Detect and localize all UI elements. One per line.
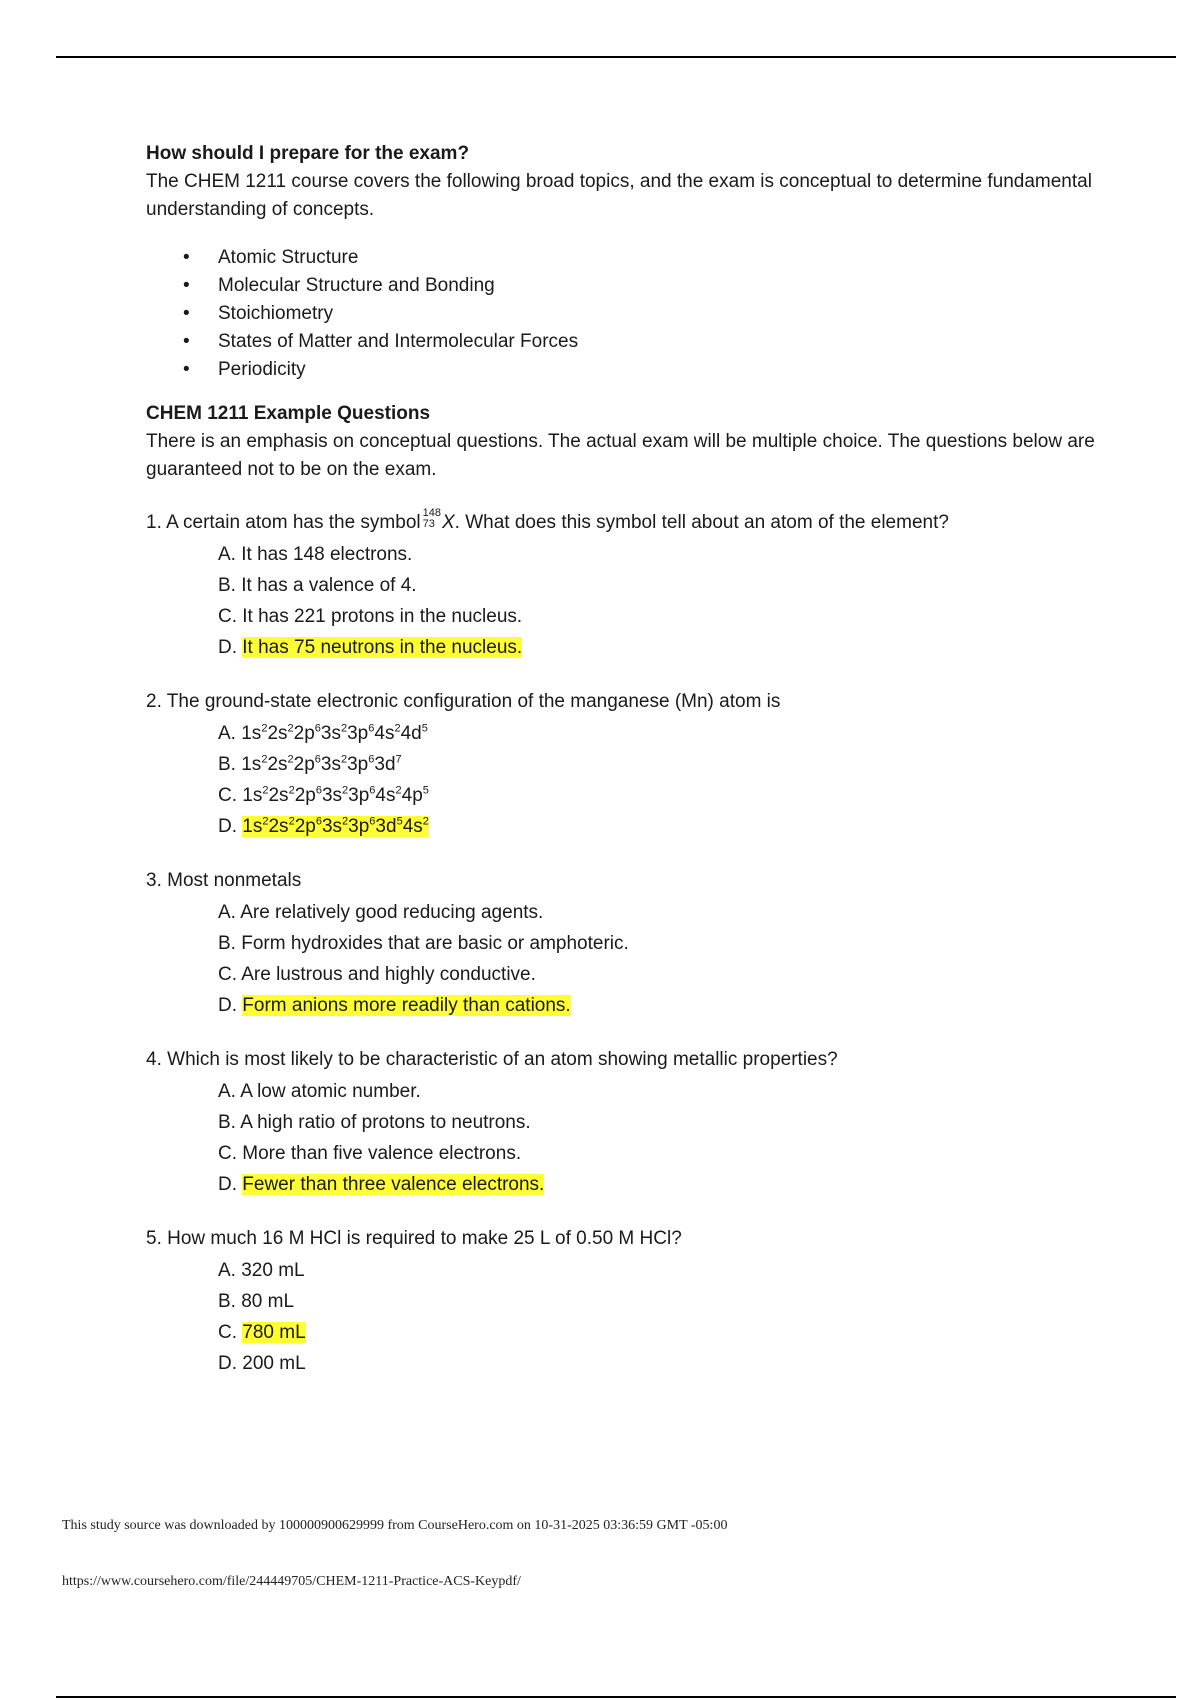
orbital-term: 3d [374,754,396,775]
orbital-occupancy: 2 [262,815,269,828]
question-text: 1. A certain atom has the symbol 148 73 X. What does this symbol tell about an atom of the element? [146,506,949,533]
electron-configuration [241,754,401,775]
electron-configuration [242,785,429,806]
topic-item: • Stoichiometry [146,300,1106,328]
question-text: 3. Most nonmetals [146,870,302,891]
highlighted-answer: 780 mL [242,1322,306,1343]
orbital-occupancy: 2 [340,753,348,766]
orbital-term: 4d [400,723,422,744]
orbital-term: 2s [267,754,288,775]
orbital-term: 4s [402,816,423,837]
orbital-term: 4s [374,723,395,744]
orbital-occupancy: 5 [422,784,429,797]
examples-section [146,400,1106,484]
options-list [218,1076,1106,1200]
option-a: A. Are relatively good reducing agents. [218,902,544,923]
option-a: A. A low atomic number. [218,1081,421,1102]
orbital-term: 3p [348,785,370,806]
question-3 [146,867,1106,1021]
examples-heading: CHEM 1211 Example Questions [146,403,431,424]
orbital-term: 3s [320,723,341,744]
orbital-term: 3s [320,754,341,775]
orbital-occupancy: 6 [369,784,376,797]
orbital-occupancy: 2 [288,784,295,797]
orbital-term: 1s [242,785,263,806]
isotope-notation: 148 73 [422,506,441,530]
intro-paragraph: The CHEM 1211 course covers the following broad topics, and the exam is conceptual to determine fundamental understanding of concepts. [146,171,1092,220]
option-d: D. Form anions more readily than cations. [218,995,571,1016]
orbital-term: 2s [267,723,288,744]
question-1 [146,506,1106,663]
bullet-icon: • [183,275,190,296]
option-a: A. It has 148 electrons. [218,544,413,565]
orbital-term: 3d [375,816,397,837]
source-url-link[interactable]: https://www.coursehero.com/file/244449705/CHEM-1211-Practice-ACS-Keypdf/ [62,1574,521,1589]
option-b: B. A high ratio of protons to neutrons. [218,1112,531,1133]
examples-paragraph: There is an emphasis on conceptual questions. The actual exam will be multiple choice. The questions below are guaranteed not to be on the exam. [146,431,1095,480]
bullet-icon: • [183,331,190,352]
orbital-occupancy: 2 [394,722,401,735]
orbital-term: 1s [241,754,262,775]
orbital-term: 2p [294,785,316,806]
orbital-occupancy: 6 [314,753,321,766]
top-rule [56,56,1176,58]
orbital-occupancy: 7 [395,753,402,766]
orbital-term: 4p [401,785,423,806]
option-c: C. $1s^22s^22p^63s^23p^64s^24p^5$ [218,784,429,806]
orbital-occupancy: 6 [369,815,376,828]
orbital-term: 2s [268,785,289,806]
orbital-term: 1s [241,723,262,744]
orbital-occupancy: 2 [342,815,349,828]
bullet-icon: • [183,303,190,324]
orbital-occupancy: 6 [315,784,322,797]
option-b: B. Form hydroxides that are basic or amphoteric. [218,933,629,954]
option-b: B. It has a valence of 4. [218,575,417,596]
orbital-occupancy: 2 [395,784,402,797]
orbital-term: 3p [348,816,370,837]
orbital-occupancy: 6 [368,722,375,735]
option-d: D. $1s^22s^22p^63s^23p^63d^54s^2$ [218,815,429,837]
orbital-occupancy: 2 [340,722,348,735]
orbital-term: 2p [294,816,316,837]
orbital-term: 3s [321,785,343,806]
option-b: B. $1s^22s^22p^63s^23p^63d^7$ [218,753,402,775]
topic-item: • Atomic Structure [146,244,1106,272]
highlighted-answer: Form anions more readily than cations. [242,995,571,1016]
question-5 [146,1225,1106,1379]
orbital-occupancy: 5 [396,815,403,828]
orbital-occupancy: 2 [288,815,295,828]
question-text: 2. The ground-state electronic configuration of the manganese (Mn) atom is [146,691,781,712]
options-list [218,1255,1106,1379]
orbital-occupancy: 2 [287,722,294,735]
isotope-symbol: X [441,512,455,533]
topic-item: • Periodicity [146,356,1106,384]
orbital-occupancy: 2 [261,722,268,735]
orbital-term: 4s [375,785,396,806]
option-a: A. $1s^22s^22p^63s^23p^64s^24d^5$ [218,722,428,744]
bullet-icon: • [183,359,190,380]
option-b: B. 80 mL [218,1291,295,1312]
option-c: C. Are lustrous and highly conductive. [218,964,536,985]
option-d: D. It has 75 neutrons in the nucleus. [218,637,523,658]
intro-heading: How should I prepare for the exam? [146,143,470,164]
orbital-occupancy: 6 [368,753,375,766]
option-c: C. It has 221 protons in the nucleus. [218,606,523,627]
question-text: 5. How much 16 M HCl is required to make 25 L of 0.50 M HCl? [146,1228,682,1249]
question-text: 4. Which is most likely to be characteristic of an atom showing metallic properties? [146,1049,838,1070]
download-note: This study source was downloaded by 100000900629999 from CourseHero.com on 10-31-2025 03:36:59 GMT -05:00 [62,1518,728,1533]
topic-item: • Molecular Structure and Bonding [146,272,1106,300]
question-2 [146,688,1106,842]
orbital-occupancy: 2 [261,753,268,766]
orbital-occupancy: 2 [287,753,294,766]
orbital-term: 2p [293,754,315,775]
option-a: A. 320 mL [218,1260,305,1281]
topics-list [146,244,1106,384]
options-list [218,718,1106,842]
highlighted-answer [242,816,429,837]
option-c: C. More than five valence electrons. [218,1143,522,1164]
orbital-term: 3s [321,816,343,837]
orbital-occupancy: 6 [315,815,322,828]
option-d: D. Fewer than three valence electrons. [218,1174,545,1195]
orbital-occupancy: 2 [422,815,429,828]
topic-item: • States of Matter and Intermolecular Forces [146,328,1106,356]
options-list [218,897,1106,1021]
option-d: D. 200 mL [218,1353,306,1374]
highlighted-answer: Fewer than three valence electrons. [242,1174,545,1195]
highlighted-answer: It has 75 neutrons in the nucleus. [242,637,523,658]
option-c: C. 780 mL [218,1322,306,1343]
electron-configuration [241,723,428,744]
orbital-occupancy: 6 [314,722,321,735]
document-body [146,140,1106,1379]
orbital-occupancy: 2 [262,784,269,797]
orbital-term: 3p [347,723,369,744]
orbital-occupancy: 2 [342,784,349,797]
bullet-icon: • [183,247,190,268]
question-4 [146,1046,1106,1200]
orbital-occupancy: 5 [421,722,428,735]
bottom-rule [56,1696,1176,1698]
orbital-term: 1s [242,816,263,837]
orbital-term: 2s [268,816,289,837]
orbital-term: 3p [347,754,369,775]
orbital-term: 2p [293,723,315,744]
options-list [218,539,1106,663]
